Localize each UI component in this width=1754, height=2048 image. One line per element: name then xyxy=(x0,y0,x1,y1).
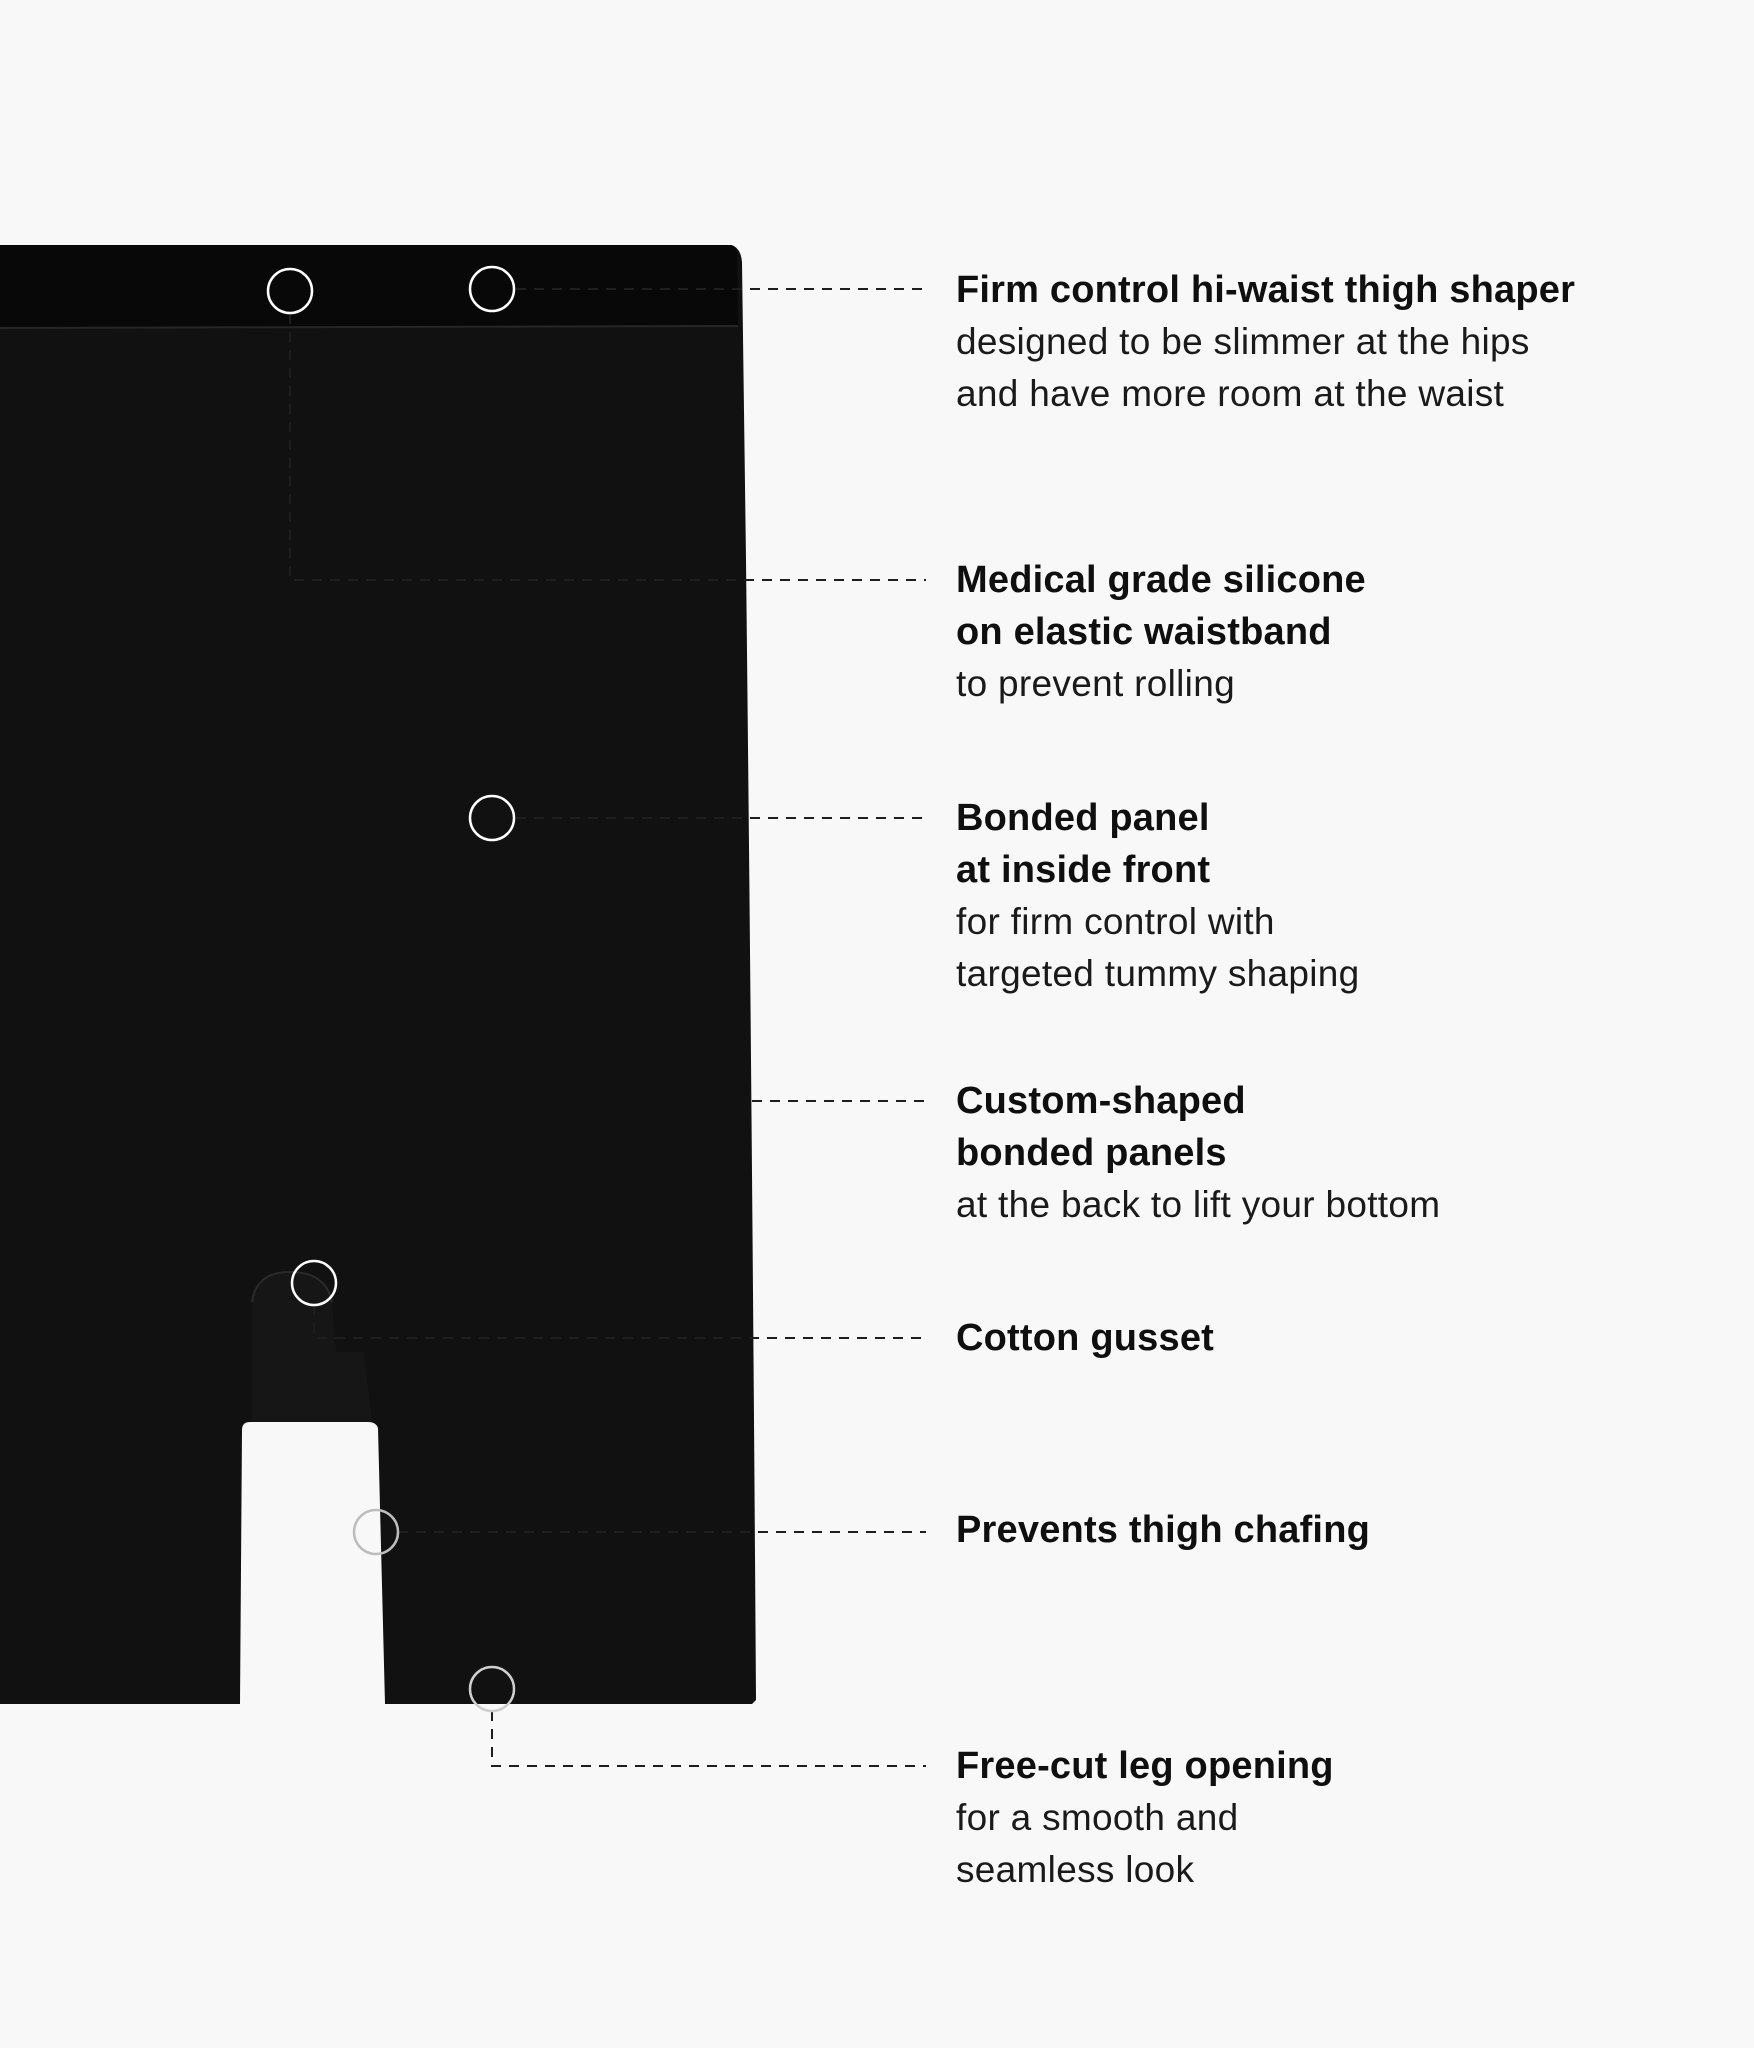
callout-title: Firm control hi-waist thigh shaper xyxy=(956,269,1576,311)
callout-cotton-gusset xyxy=(956,1312,1716,1364)
callout-title: Cotton gusset xyxy=(956,1317,1215,1359)
callout-title: Free-cut leg opening xyxy=(956,1745,1334,1787)
callout-free-cut-leg-opening xyxy=(956,1740,1716,1896)
callout-title: Custom-shaped xyxy=(956,1080,1246,1122)
callout-title: Medical grade silicone xyxy=(956,559,1366,601)
callout-description: for a smooth and xyxy=(956,1797,1239,1838)
callout-hi-waist-thigh-shaper xyxy=(956,264,1716,420)
callout-description: targeted tummy shaping xyxy=(956,953,1360,994)
callout-back-bonded-panels xyxy=(956,1075,1716,1231)
callout-title: bonded panels xyxy=(956,1132,1227,1174)
callout-bonded-front-panel xyxy=(956,792,1716,1000)
callout-title: Prevents thigh chafing xyxy=(956,1509,1371,1551)
callout-description: at the back to lift your bottom xyxy=(956,1184,1441,1225)
callout-description: to prevent rolling xyxy=(956,663,1235,704)
callout-description: for firm control with xyxy=(956,901,1275,942)
callout-thigh-chafing xyxy=(956,1504,1716,1556)
callout-title: on elastic waistband xyxy=(956,611,1332,653)
callout-description: designed to be slimmer at the hips xyxy=(956,321,1530,362)
callout-description: seamless look xyxy=(956,1849,1195,1890)
callout-silicone-waistband xyxy=(956,554,1716,710)
callout-description: and have more room at the waist xyxy=(956,373,1505,414)
callout-title: Bonded panel xyxy=(956,797,1210,839)
callout-title: at inside front xyxy=(956,849,1211,891)
waistband xyxy=(0,245,738,328)
